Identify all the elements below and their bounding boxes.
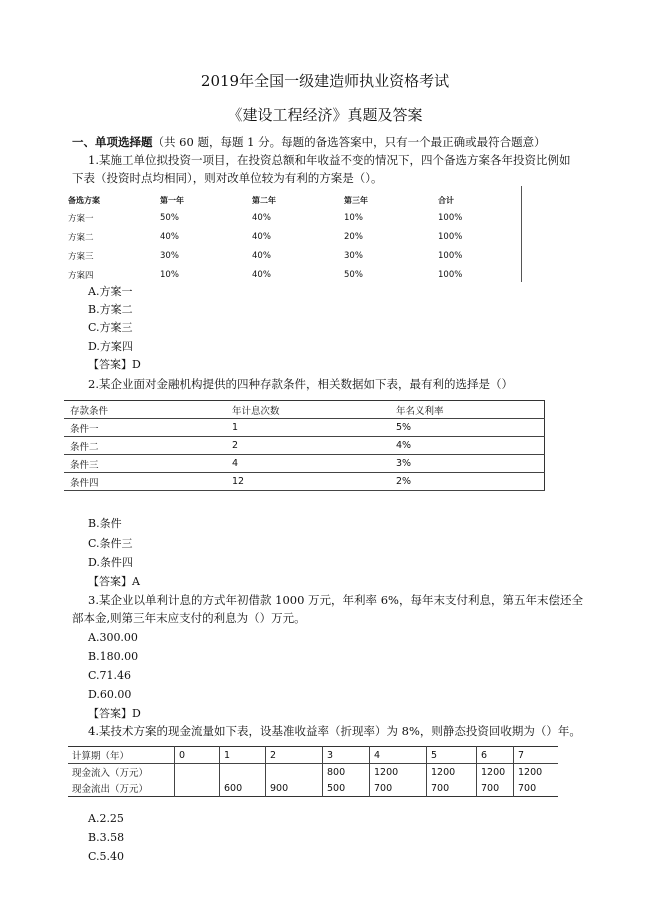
table-cell: 2 xyxy=(226,437,390,455)
q3-answer: 【答案】D xyxy=(88,707,141,720)
q1-table xyxy=(68,192,520,284)
q1-option-c: C.方案三 xyxy=(88,321,133,334)
table-cell xyxy=(175,780,220,797)
table-cell: 方案一 xyxy=(68,213,94,224)
q3-stem-line1: 3.某企业以单利计息的方式年初借款 1000 万元，年利率 6%，每年末支付利息，第五年末偿还全 xyxy=(88,593,583,607)
q1-answer: 【答案】D xyxy=(88,358,141,371)
table-cell: 10% xyxy=(344,212,363,223)
table-cell: 40% xyxy=(252,212,271,223)
q4-option-a: A.2.25 xyxy=(88,812,124,825)
table-header-cell: 7 xyxy=(514,747,559,764)
table-header-cell: 4 xyxy=(370,747,427,764)
table-cell xyxy=(220,764,266,781)
section-heading-line xyxy=(72,134,546,151)
table-row xyxy=(64,437,545,455)
table-row xyxy=(68,780,558,797)
q1-option-b: B.方案二 xyxy=(88,303,133,316)
table-header-cell: 存款条件 xyxy=(64,401,226,419)
table-header-cell: 年计息次数 xyxy=(226,401,390,419)
table-header-cell: 2 xyxy=(266,747,323,764)
table-cell: 30% xyxy=(344,250,363,261)
q4-option-c: C.5.40 xyxy=(88,850,125,863)
table-row xyxy=(68,764,558,781)
table-header-cell: 第三年 xyxy=(344,195,368,205)
table-cell: 30% xyxy=(160,250,179,261)
table-cell: 条件一 xyxy=(64,419,226,437)
q3-option-c: C.71.46 xyxy=(88,669,132,682)
q4-option-b: B.3.58 xyxy=(88,831,125,844)
table-cell: 40% xyxy=(252,250,271,261)
table-cell: 1200 xyxy=(370,764,427,781)
table-cell: 100% xyxy=(438,250,463,261)
table-row xyxy=(68,265,520,284)
table-header-cell: 合计 xyxy=(438,195,454,205)
table-row xyxy=(64,419,545,437)
table-header-cell: 6 xyxy=(477,747,514,764)
table-cell: 1200 xyxy=(477,764,514,781)
table-cell: 4% xyxy=(390,437,545,455)
table-cell: 1200 xyxy=(427,764,477,781)
table-header-cell: 备选方案 xyxy=(68,195,100,205)
q2-option-b: B.条件 xyxy=(88,517,122,530)
table-cell: 1200 xyxy=(514,764,559,781)
table-cell: 50% xyxy=(344,269,363,280)
table-cell: 1 xyxy=(226,419,390,437)
table-row xyxy=(68,246,520,265)
table-cell: 20% xyxy=(344,231,363,242)
table-header-cell: 0 xyxy=(175,747,220,764)
table-cell: 800 xyxy=(323,764,370,781)
q4-stem-line1: 4.某技术方案的现金流量如下表，设基准收益率（折现率）为 8%，则静态投资回收期为（）年。 xyxy=(88,724,581,738)
table-cell: 700 xyxy=(477,780,514,797)
table-cell: 700 xyxy=(427,780,477,797)
q1-option-d: D.方案四 xyxy=(88,340,133,353)
q3-stem-line2: 部本金,则第三年末应支付的利息为（）万元。 xyxy=(72,611,306,625)
table-header-cell: 第一年 xyxy=(160,195,184,205)
table-header-cell: 第二年 xyxy=(252,195,276,205)
table-header-cell: 5 xyxy=(427,747,477,764)
section-heading: 一、单项选择题 xyxy=(72,135,153,149)
table-header-row xyxy=(68,192,520,208)
q3-option-b: B.180.00 xyxy=(88,650,139,663)
table-cell: 40% xyxy=(252,269,271,280)
table-cell: 条件二 xyxy=(64,437,226,455)
table-header-cell: 3 xyxy=(323,747,370,764)
table-row xyxy=(64,473,545,491)
table-row xyxy=(68,227,520,246)
table-cell: 100% xyxy=(438,231,463,242)
table-row xyxy=(68,208,520,227)
table-cell: 方案二 xyxy=(68,232,94,243)
table-header-cell: 年名义利率 xyxy=(390,401,545,419)
exam-subtitle: 《建设工程经济》真题及答案 xyxy=(227,106,423,124)
table-cell: 50% xyxy=(160,212,179,223)
table-cell xyxy=(175,764,220,781)
table-header-cell: 1 xyxy=(220,747,266,764)
q2-option-d: D.条件四 xyxy=(88,556,133,569)
table-cell: 100% xyxy=(438,212,463,223)
table-cell xyxy=(266,764,323,781)
table-cell: 5% xyxy=(390,419,545,437)
q2-table xyxy=(64,400,545,491)
table-cell: 2% xyxy=(390,473,545,491)
table-divider xyxy=(521,186,522,282)
q3-option-d: D.60.00 xyxy=(88,688,132,701)
table-cell: 条件三 xyxy=(64,455,226,473)
table-cell: 方案四 xyxy=(68,270,94,281)
q2-stem-line1: 2.某企业面对金融机构提供的四种存款条件，相关数据如下表，最有利的选择是（） xyxy=(88,377,513,391)
table-cell: 100% xyxy=(438,269,463,280)
table-cell: 700 xyxy=(514,780,559,797)
q2-option-c: C.条件三 xyxy=(88,537,133,550)
table-cell: 500 xyxy=(323,780,370,797)
q4-table xyxy=(68,746,558,797)
table-row xyxy=(64,455,545,473)
table-cell: 40% xyxy=(160,231,179,242)
q2-answer: 【答案】A xyxy=(88,575,140,588)
table-cell: 条件四 xyxy=(64,473,226,491)
table-header-row xyxy=(68,747,558,764)
q1-stem-line1: 1.某施工单位拟投资一项目，在投资总额和年收益不变的情况下，四个备选方案各年投资比例如 xyxy=(88,153,571,167)
q1-option-a: A.方案一 xyxy=(88,285,133,298)
section-note: （共 60 题，每题 1 分。每题的备选答案中，只有一个最正确或最符合题意） xyxy=(152,135,546,149)
table-cell: 4 xyxy=(226,455,390,473)
table-cell: 40% xyxy=(252,231,271,242)
exam-title: 2019年全国一级建造师执业资格考试 xyxy=(200,72,450,90)
table-row-label: 计算期（年） xyxy=(68,747,175,764)
table-header-row xyxy=(64,401,545,419)
table-cell: 700 xyxy=(370,780,427,797)
table-cell: 方案三 xyxy=(68,251,94,262)
q3-option-a: A.300.00 xyxy=(88,631,138,644)
table-cell: 10% xyxy=(160,269,179,280)
table-cell: 12 xyxy=(226,473,390,491)
table-cell: 900 xyxy=(266,780,323,797)
table-cell: 3% xyxy=(390,455,545,473)
table-row-label: 现金流入（万元） xyxy=(72,768,149,779)
table-cell: 600 xyxy=(220,780,266,797)
table-row-label: 现金流出（万元） xyxy=(72,784,149,795)
q1-stem-line2: 下表（投资时点均相同），则对改单位较为有利的方案是（）。 xyxy=(72,171,383,185)
